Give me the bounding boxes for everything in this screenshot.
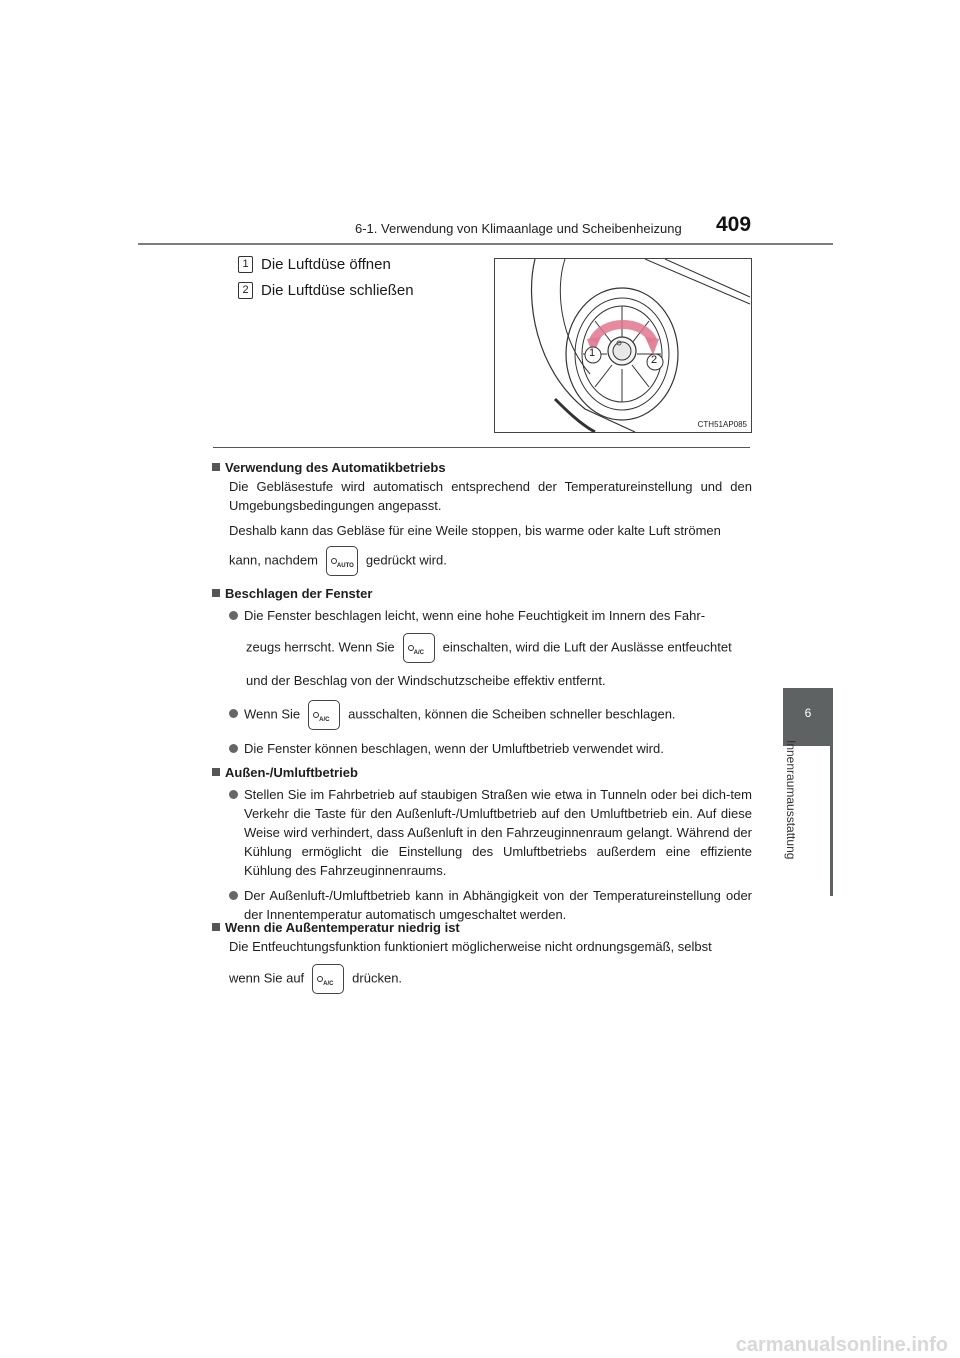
paragraph: Die Gebläsestufe wird automatisch entsprechend der Temperatureinstellung und den Umgebungsbedingungen angepasst. bbox=[229, 479, 752, 513]
heading-text: Außen-/Umluftbetrieb bbox=[225, 765, 358, 780]
text-run: drücken. bbox=[352, 970, 403, 986]
chapter-tab-label-wrap bbox=[760, 740, 820, 900]
round-bullet-icon bbox=[229, 790, 238, 799]
ac-button-icon bbox=[403, 633, 435, 663]
round-bullet-icon bbox=[229, 744, 238, 753]
text-run: Die Fenster beschlagen leicht, wenn eine hohe Feuchtigkeit im Innern des Fahr- bbox=[244, 608, 706, 623]
running-header: 6-1. Verwendung von Klimaanlage und Scheibenheizung bbox=[355, 221, 682, 236]
round-bullet-icon bbox=[229, 709, 238, 718]
button-label: A/C bbox=[413, 650, 424, 656]
section-heading bbox=[212, 584, 752, 603]
text-run: einschalten, wird die Luft der Auslässe entfeuchtet bbox=[442, 639, 732, 655]
heading-text: Beschlagen der Fenster bbox=[225, 586, 373, 601]
section-recirculation bbox=[212, 763, 752, 924]
figure-callout-1: 1 bbox=[589, 347, 596, 359]
item-number-badge: 1 bbox=[238, 256, 253, 273]
item-text: Die Luftdüse schließen bbox=[261, 281, 414, 299]
button-label: AUTO bbox=[336, 563, 354, 569]
text-run: wenn Sie auf bbox=[229, 970, 305, 986]
section-heading bbox=[212, 918, 752, 937]
button-label: A/C bbox=[319, 717, 330, 723]
ac-button-icon bbox=[312, 964, 344, 994]
paragraph-with-button bbox=[212, 964, 752, 994]
text-line: und der Beschlag von der Windschutzscheibe effektiv entfernt. bbox=[246, 673, 606, 688]
air-vent-illustration bbox=[494, 258, 752, 433]
watermark[interactable]: carmanualsonline.info bbox=[735, 1334, 948, 1356]
list-item bbox=[238, 281, 414, 299]
square-bullet-icon bbox=[212, 923, 220, 931]
round-bullet-icon bbox=[229, 891, 238, 900]
page-number: 409 bbox=[716, 213, 752, 236]
text-run: zeugs herrscht. Wenn Sie bbox=[246, 639, 395, 655]
text-run: Wenn Sie bbox=[244, 706, 301, 722]
button-label: A/C bbox=[323, 981, 334, 987]
ac-button-icon bbox=[308, 700, 340, 730]
heading-text: Verwendung des Automatikbetriebs bbox=[225, 460, 446, 475]
text-run: Stellen Sie im Fahrbetrieb auf staubigen Straßen wie etwa in Tunneln oder bei dich-tem Verkehr die Taste für den Außenluft-/Umluftbetrieb auf den Umluftbetrieb ein. Auf diese Weise wird verhindert, dass Außenluft in den Fahrzeuginnenraum gelangt. Während der Kühlung ermöglicht die Einstellung des Umluftbetriebs außerdem eine effiziente Kühlung des Fahrzeuginnenraums. bbox=[244, 787, 752, 878]
paragraph: Deshalb kann das Gebläse für eine Weile stoppen, bis warme oder kalte Luft strömen bbox=[229, 523, 721, 538]
round-bullet-icon bbox=[229, 611, 238, 620]
chapter-tab-bar bbox=[830, 746, 833, 896]
text-run: ausschalten, können die Scheiben schneller beschlagen. bbox=[348, 706, 676, 722]
text-line bbox=[229, 633, 752, 663]
square-bullet-icon bbox=[212, 768, 220, 776]
chapter-tab-number: 6 bbox=[804, 706, 812, 720]
square-bullet-icon bbox=[212, 463, 220, 471]
section-heading bbox=[212, 763, 752, 782]
figure-code: CTH51AP085 bbox=[697, 420, 747, 429]
section-auto bbox=[212, 458, 752, 576]
air-vent-drawing bbox=[495, 259, 751, 432]
figure-callout-2: 2 bbox=[651, 354, 658, 366]
text-run: kann, nachdem bbox=[229, 552, 318, 568]
chapter-tab-label: Innenraumausstattung bbox=[784, 740, 798, 860]
auto-button-icon bbox=[326, 546, 358, 576]
section-low-temperature bbox=[212, 918, 752, 994]
section-fog bbox=[212, 584, 752, 758]
text-run: Der Außenluft-/Umluftbetrieb kann in Abhängigkeit von der Temperatureinstellung oder der Innentemperatur automatisch umgeschaltet werden. bbox=[244, 888, 752, 922]
bullet-item bbox=[212, 606, 752, 690]
bullet-item bbox=[212, 700, 752, 730]
list-item bbox=[238, 255, 391, 273]
heading-text: Wenn die Außentemperatur niedrig ist bbox=[225, 920, 460, 935]
bullet-item bbox=[212, 785, 752, 880]
text-run: gedrückt wird. bbox=[365, 552, 447, 568]
header-rule bbox=[138, 243, 833, 245]
section-heading bbox=[212, 458, 752, 477]
item-text: Die Luftdüse öffnen bbox=[261, 255, 391, 273]
section-divider bbox=[213, 447, 750, 448]
paragraph: Die Entfeuchtungsfunktion funktioniert möglicherweise nicht ordnungsgemäß, selbst bbox=[229, 939, 712, 954]
paragraph-with-button bbox=[212, 546, 752, 576]
bullet-item bbox=[212, 739, 752, 758]
text-run: Die Fenster können beschlagen, wenn der Umluftbetrieb verwendet wird. bbox=[244, 741, 664, 756]
square-bullet-icon bbox=[212, 589, 220, 597]
item-number-badge: 2 bbox=[238, 282, 253, 299]
